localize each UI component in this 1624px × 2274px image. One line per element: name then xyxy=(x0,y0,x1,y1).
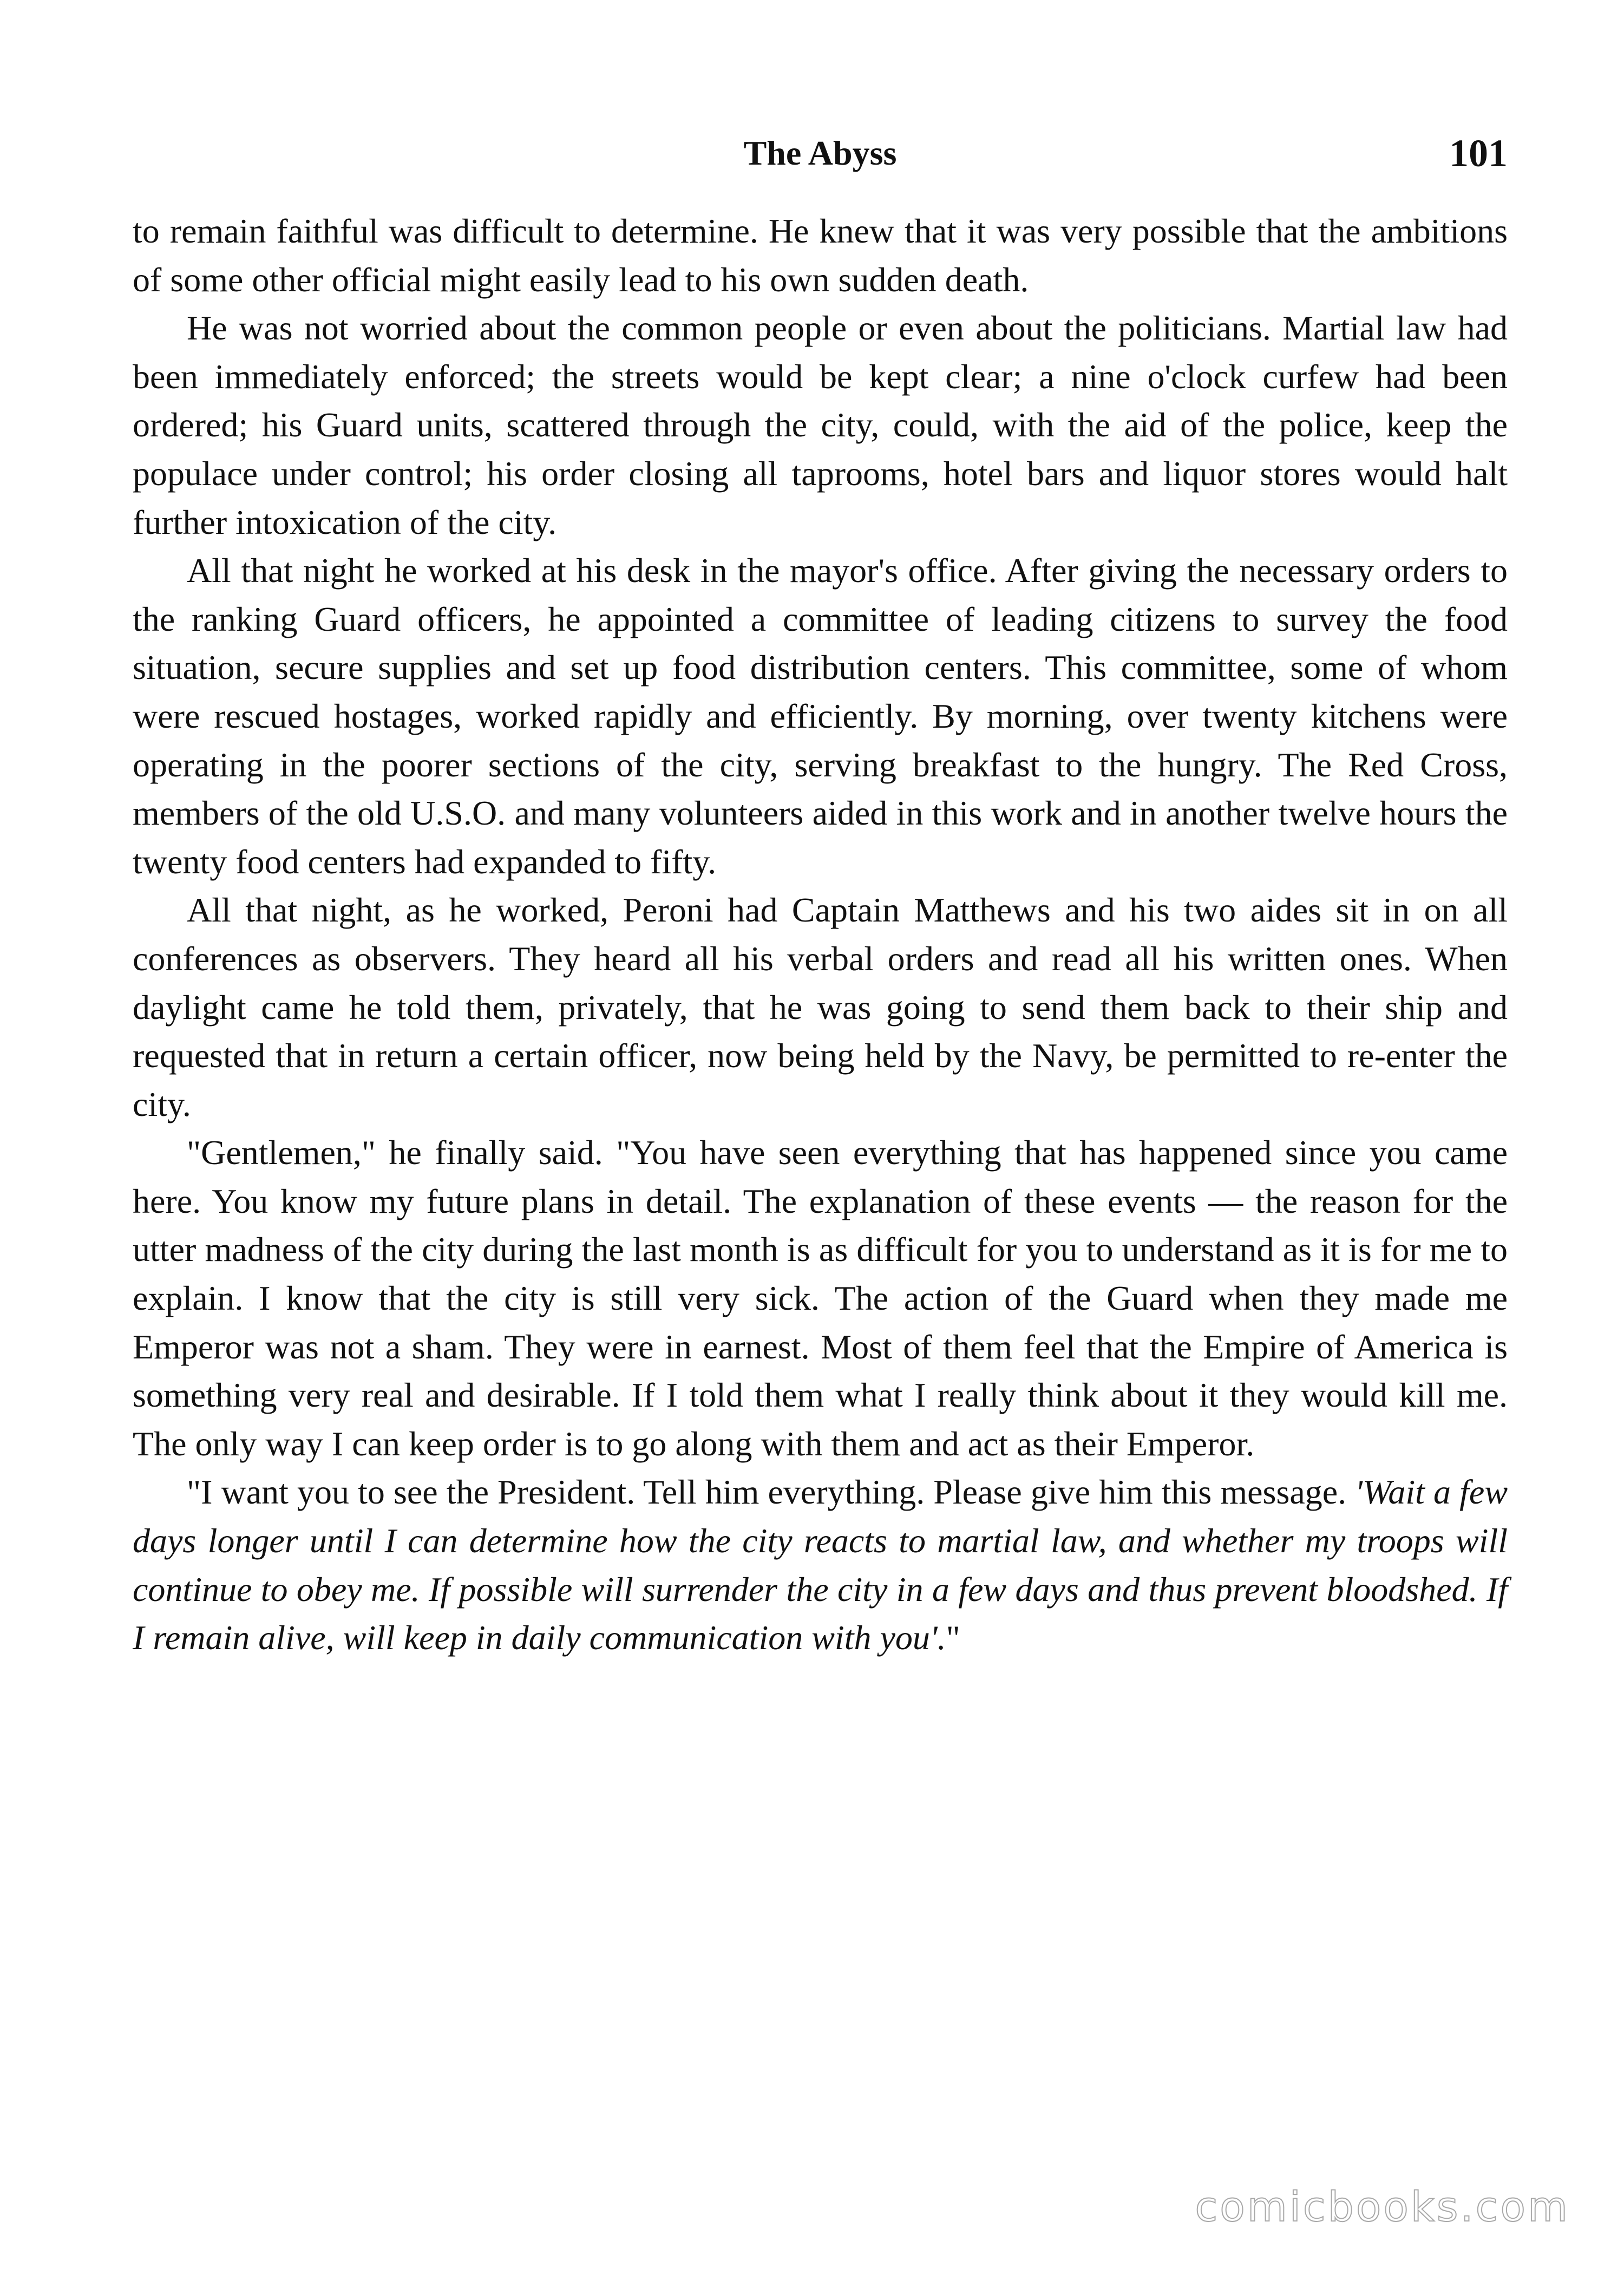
paragraph-5: "Gentlemen," he finally said. "You have seen everything that has happened since you came here. You know my future plans in detail. The explanation of these events — the reason for the utter madness of the city during the last month is as difficult for you to understand as it is for me to explain. I know that the city is still very sick. The action of the Guard when they made me Emperor was not a sham. They were in earnest. Most of them feel that the Empire of America is something very real and desirable. If I told them what I really think about it they would kill me. The only way I can keep order is to go along with them and act as their Emperor. xyxy=(133,1133,1508,1463)
paragraph-2: He was not worried about the common people or even about the politicians. Martial law had been immediately enforced; the streets would be kept clear; a nine o'clock curfew had been ordered; his Guard units, scattered through the city, could, with the aid of the police, keep the populace under control; his order closing all taprooms, hotel bars and liquor stores would halt further intoxication of the city. xyxy=(133,309,1508,541)
paragraph-3: All that night he worked at his desk in the mayor's office. After giving the necessary orders to the ranking Guard officers, he appointed a committee of leading citizens to survey the food situation, secure supplies and set up food distribution centers. This committee, some of whom were rescued hostages, worked rapidly and efficiently. By morning, over twenty kitchens were operating in the poorer sections of the city, serving breakfast to the hungry. The Red Cross, members of the old U.S.O. and many volunteers aided in this work and in another twelve hours the twenty food centers had expanded to fifty. xyxy=(133,551,1508,881)
paragraph-6 xyxy=(133,1468,1508,1662)
page-number: 101 xyxy=(1449,132,1508,175)
paragraph-6-text: "I want you to see the President. Tell him everything. Please give him this message. xyxy=(187,1473,1355,1512)
president-message: 'Wait a few days longer until I can determine how the city reacts to martial law, and whether my troops will continue to obey me. If possible will surrender the city in a few days and thus prevent bloodshed. If I remain alive, will keep in daily communication with you'. xyxy=(133,1473,1508,1657)
body-text xyxy=(133,207,1508,1662)
paragraph-4: All that night, as he worked, Peroni had Captain Matthews and his two aides sit in on all conferences as observers. They heard all his verbal orders and read all his written ones. When daylight came he told them, privately, that he was going to send them back to their ship and requested that in return a certain officer, now being held by the Navy, be permitted to re-enter the city. xyxy=(133,891,1508,1123)
running-header xyxy=(133,123,1508,183)
running-title: The Abyss xyxy=(743,134,897,172)
paragraph-1: to remain faithful was difficult to determine. He knew that it was very possible that the ambitions of some other official might easily lead to his own sudden death. xyxy=(133,212,1508,299)
paragraph-6-closing-quote: " xyxy=(946,1618,960,1657)
site-watermark: comicbooks.com xyxy=(1195,2182,1570,2231)
